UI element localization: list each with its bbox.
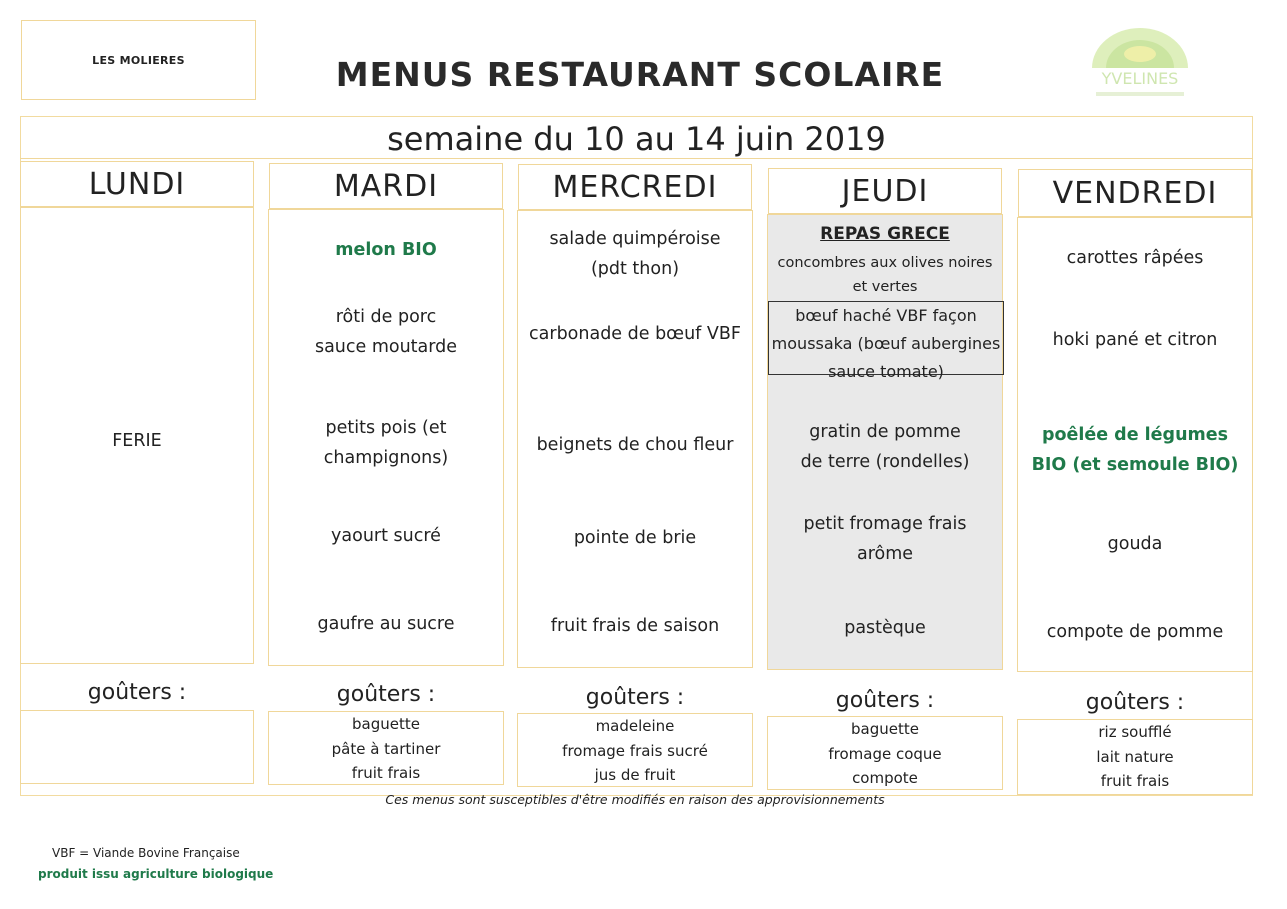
menu-item-vendredi-1: hoki pané et citron <box>1052 330 1218 350</box>
school-name-box <box>21 20 256 100</box>
day-name-mercredi: MERCREDI <box>552 169 718 205</box>
page-title: MENUS RESTAURANT SCOLAIRE <box>335 55 945 94</box>
gouter-item-mardi-0: baguette <box>352 715 420 733</box>
menu-box-jeudi <box>767 214 1003 670</box>
gouter-item-mardi-2: fruit frais <box>351 764 421 782</box>
gouters-box-mercredi <box>517 713 753 787</box>
day-name-lundi: LUNDI <box>88 166 186 202</box>
day-header-jeudi <box>768 168 1002 214</box>
gouter-item-vendredi-0: riz soufflé <box>1098 723 1172 741</box>
gouter-item-jeudi-2: compote <box>852 769 918 787</box>
menu-item-jeudi-0: gratin de pomme de terre (rondelles) <box>800 422 970 472</box>
day-header-mardi <box>269 163 503 209</box>
menu-item-mercredi-0: salade quimpéroise (pdt thon) <box>549 229 721 279</box>
gouters-box-jeudi <box>767 716 1003 790</box>
menu-box-vendredi <box>1017 217 1253 672</box>
menu-item-vendredi-3: gouda <box>1107 534 1163 554</box>
gouter-item-mercredi-0: madeleine <box>595 717 675 735</box>
day-header-lundi <box>20 161 254 207</box>
gouter-item-mercredi-1: fromage frais sucré <box>562 741 708 760</box>
menu-item-mercredi-1: carbonade de bœuf VBF <box>529 324 741 344</box>
school-name: LES MOLIERES <box>92 53 185 67</box>
gouters-label-jeudi: goûters : <box>835 688 935 713</box>
menu-item-mardi-0: melon BIO <box>335 240 437 260</box>
day-name-jeudi: JEUDI <box>841 173 929 209</box>
gouter-item-vendredi-1: lait nature <box>1096 747 1174 766</box>
gouters-label-mercredi: goûters : <box>585 685 685 710</box>
gouters-label-vendredi: goûters : <box>1085 690 1185 715</box>
gouter-item-vendredi-2: fruit frais <box>1100 772 1170 790</box>
menu-item-jeudi-2: pastèque <box>844 618 926 638</box>
menu-item-vendredi-4: compote de pomme <box>1046 622 1224 642</box>
menu-item-mardi-4: gaufre au sucre <box>317 614 455 634</box>
logo-text: YVELINES <box>1101 69 1179 88</box>
week-title: semaine du 10 au 14 juin 2019 <box>387 120 886 158</box>
gouters-label-lundi: goûters : <box>87 680 187 705</box>
day-name-mardi: MARDI <box>333 168 439 204</box>
title-divider <box>20 158 1253 159</box>
day-name-vendredi: VENDREDI <box>1052 175 1218 211</box>
menu-item-mardi-2: petits pois (et champignons) <box>323 418 449 468</box>
menu-item-mercredi-2: beignets de chou fleur <box>536 435 734 455</box>
gouters-box-vendredi <box>1017 719 1253 795</box>
menu-item-lundi-0: FERIE <box>112 431 162 451</box>
menu-box-lundi <box>20 207 254 664</box>
menu-item-mercredi-4: fruit frais de saison <box>550 616 720 636</box>
gouter-item-mardi-1: pâte à tartiner <box>331 739 441 758</box>
menu-item-jeudi-main: bœuf haché VBF façon moussaka (bœuf aubergines sauce tomate) <box>768 301 1004 375</box>
menu-item-mardi-1: rôti de porc sauce moutarde <box>314 307 458 357</box>
gouters-label-mardi: goûters : <box>336 682 436 707</box>
gouter-item-jeudi-1: fromage coque <box>828 744 942 763</box>
day-header-vendredi <box>1018 169 1252 217</box>
menu-item-jeudi-starter: concombres aux olives noires et vertes <box>777 255 993 295</box>
menu-item-jeudi-1: petit fromage frais arôme <box>803 514 967 564</box>
menu-item-mercredi-3: pointe de brie <box>573 528 697 548</box>
menu-item-vendredi-2: poêlée de légumes BIO (et semoule BIO) <box>1031 425 1239 475</box>
disclaimer: Ces menus sont susceptibles d'être modifiés en raison des approvisionnements <box>385 792 885 807</box>
day-header-mercredi <box>518 164 752 210</box>
gouter-item-mercredi-2: jus de fruit <box>594 766 676 784</box>
menu-item-vendredi-0: carottes râpées <box>1066 248 1204 268</box>
legend-vbf: VBF = Viande Bovine Française <box>52 846 240 860</box>
special-meal-title: REPAS GRECE <box>820 224 950 244</box>
gouters-box-mardi <box>268 711 504 785</box>
legend-bio: produit issu agriculture biologique <box>38 867 274 881</box>
menu-item-mardi-3: yaourt sucré <box>331 526 441 546</box>
gouter-item-jeudi-0: baguette <box>851 720 919 738</box>
menu-box-mardi <box>268 209 504 666</box>
menu-box-mercredi <box>517 210 753 668</box>
gouters-box-lundi <box>20 710 254 784</box>
yvelines-logo <box>1088 24 1192 108</box>
